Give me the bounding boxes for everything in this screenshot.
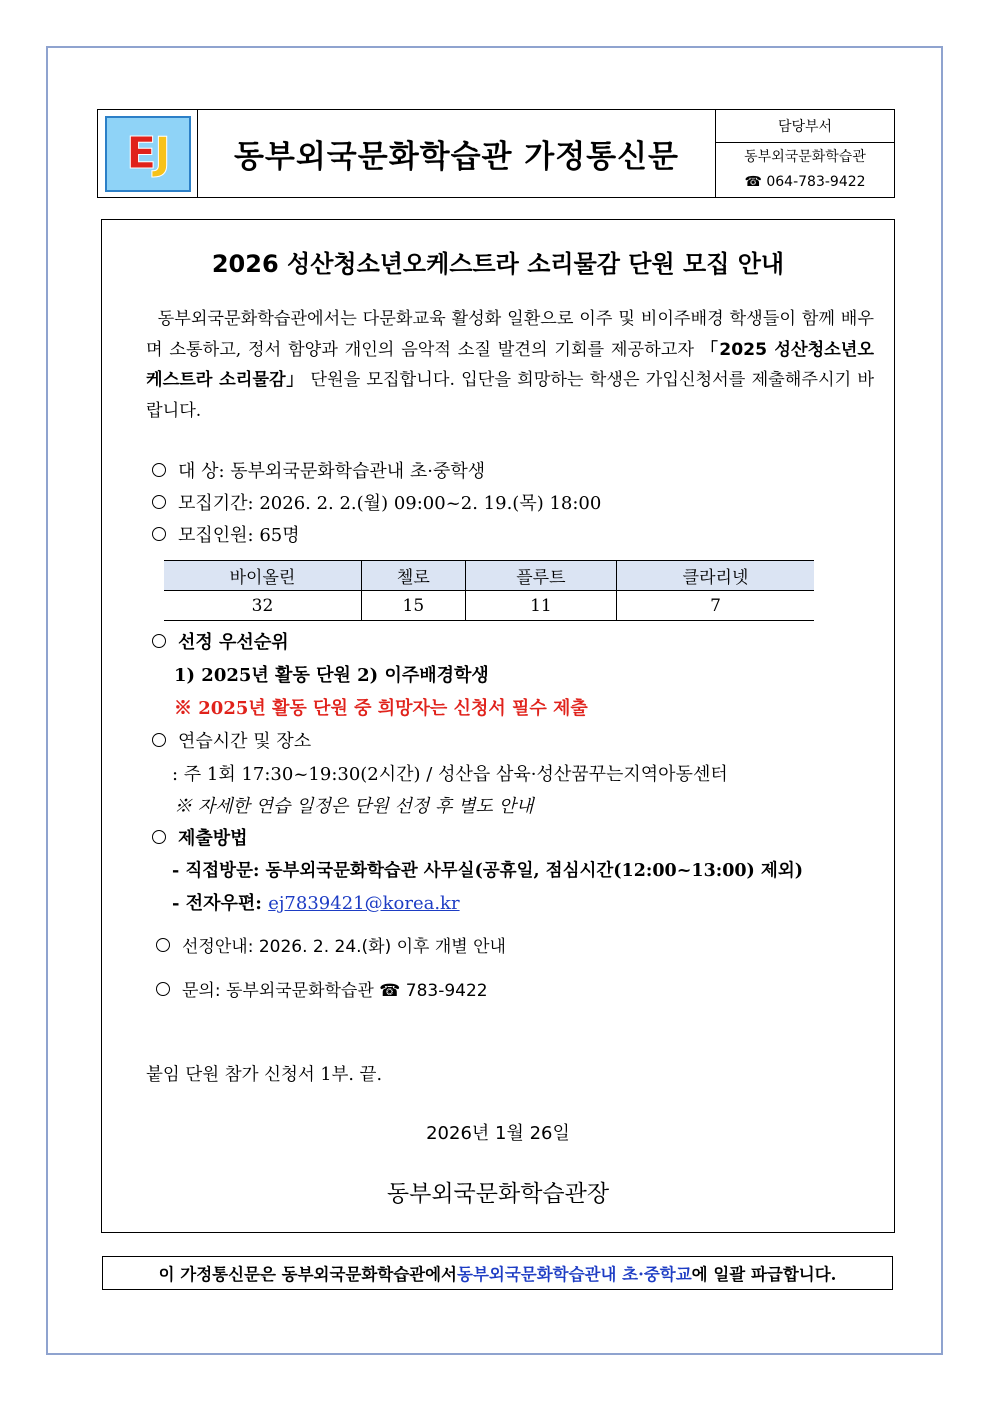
ej-logo [105, 116, 191, 192]
table-header-cell: 클라리넷 [617, 561, 814, 591]
practice-heading-row [152, 727, 311, 753]
circle-bullet-icon [156, 938, 170, 952]
selection-row [156, 932, 506, 957]
intro-program-name: 「2025 성산청소년오케스트라 소리물감」 [146, 339, 874, 390]
submit-heading-row [152, 824, 248, 850]
footer-text-1: 이 가정통신문은 동부외국문화학습관에서 [158, 1265, 457, 1284]
circle-bullet-icon [152, 830, 166, 844]
footer-text-2: 에 일괄 파급합니다. [691, 1265, 837, 1284]
practice-detail: : 주 1회 17:30~19:30(2시간) / 성산읍 삼육·성산꿈꾸는지역아동센터 [172, 764, 728, 785]
phone-icon: ☎ [744, 174, 762, 190]
practice-note: ※ 자세한 연습 일정은 단원 선정 후 별도 안내 [174, 796, 534, 817]
logo-cell [98, 110, 198, 197]
logo-letter-j: J [154, 128, 169, 179]
table-header-row [164, 561, 814, 591]
submit-email-row [172, 889, 460, 915]
submit-visit: - 직접방문: 동부외국문화학습관 사무실(공휴일, 점심시간(12:00~13:00) 제외) [172, 861, 804, 881]
table-row [164, 591, 814, 621]
circle-bullet-icon [152, 463, 166, 477]
table-cell: 15 [361, 591, 465, 621]
table-cell: 7 [617, 591, 814, 621]
target-text: 대 상: 동부외국문화학습관내 초·중학생 [178, 461, 486, 482]
contact-text: 문의: 동부외국문화학습관 [182, 981, 380, 1001]
practice-title: 연습시간 및 장소 [178, 731, 312, 752]
target-row [152, 457, 485, 483]
intro-text-2: 단원을 모집합니다. 입단을 희망하는 학생은 가입신청서를 제출해주시기 바랍니다. [146, 370, 874, 421]
department-info [716, 110, 894, 197]
phone-icon: ☎ [379, 981, 401, 1001]
department-body [716, 143, 894, 197]
intro-paragraph [146, 304, 874, 426]
contact-row [156, 976, 488, 1001]
circle-bullet-icon [156, 982, 170, 996]
table-header-cell: 첼로 [361, 561, 465, 591]
instrument-quota-table [164, 560, 814, 621]
submit-email-label: - 전자우편: [172, 893, 269, 914]
quota-text: 모집인원: 65명 [178, 525, 300, 546]
notice-body [101, 219, 895, 1233]
table-header-cell: 플루트 [465, 561, 616, 591]
contact-phone: 783-9422 [400, 981, 488, 1001]
table-cell: 32 [164, 591, 361, 621]
period-text: 모집기간: 2026. 2. 2.(월) 09:00~2. 19.(목) 18:00 [178, 493, 602, 514]
priority-heading-row [152, 628, 289, 654]
priority-note: ※ 2025년 활동 단원 중 희망자는 신청서 필수 제출 [174, 698, 588, 719]
circle-bullet-icon [152, 634, 166, 648]
department-phone-line [744, 170, 865, 195]
table-cell: 11 [465, 591, 616, 621]
priority-title: 선정 우선순위 [178, 632, 289, 653]
department-label: 담당부서 [716, 110, 894, 143]
priority-items: 1) 2025년 활동 단원 2) 이주배경학생 [174, 665, 489, 686]
email-link[interactable]: ej7839421@korea.kr [268, 893, 460, 914]
circle-bullet-icon [152, 733, 166, 747]
issue-date: 2026년 1월 26일 [426, 1123, 570, 1144]
quota-row [152, 521, 300, 547]
footer-highlight: 동부외국문화학습관내 초·중학교 [457, 1265, 692, 1284]
newsletter-header [97, 109, 895, 198]
department-phone: 064-783-9422 [766, 174, 866, 190]
logo-letter-e: E [126, 128, 155, 179]
notice-title: 2026 성산청소년오케스트라 소리물감 단원 모집 안내 [211, 250, 785, 278]
newsletter-title: 동부외국문화학습관 가정통신문 [198, 110, 716, 197]
period-row [152, 489, 601, 515]
attachment-line: 붙임 단원 참가 신청서 1부. 끝. [146, 1065, 383, 1085]
department-name: 동부외국문화학습관 [744, 149, 866, 165]
circle-bullet-icon [152, 527, 166, 541]
distribution-footer [102, 1256, 893, 1290]
submit-title: 제출방법 [178, 828, 248, 849]
selection-text: 선정안내: 2026. 2. 24.(화) 이후 개별 안내 [182, 937, 506, 957]
intro-text-1: 동부외국문화학습관에서는 다문화교육 활성화 일환으로 이주 및 비이주배경 학생들이 함께 배우며 소통하고, 정서 함양과 개인의 음악적 소질 발견의 기회를 제공하고자 [146, 309, 874, 360]
signer-title: 동부외국문화학습관장 [386, 1181, 610, 1207]
table-header-cell: 바이올린 [164, 561, 361, 591]
circle-bullet-icon [152, 495, 166, 509]
